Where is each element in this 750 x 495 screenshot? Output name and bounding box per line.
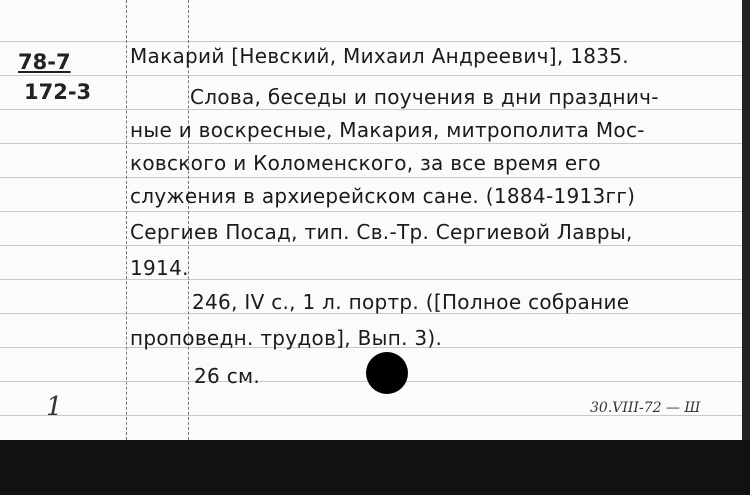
title-line: ковского и Коломенского, за все время его bbox=[130, 151, 601, 175]
card-edge-shadow bbox=[742, 0, 750, 440]
physical-description: 246, IV с., 1 л. портр. ([Полное собрание bbox=[192, 290, 630, 314]
imprint-line: Сергиев Посад, тип. Св.-Тр. Сергиевой Лавры, bbox=[130, 220, 633, 244]
call-number-top: 78-7 bbox=[18, 50, 71, 74]
title-line: ные и воскресные, Макария, митрополита Мос- bbox=[130, 118, 645, 142]
ruled-line bbox=[0, 177, 750, 178]
series-line: проповедн. трудов], Вып. 3). bbox=[130, 326, 443, 350]
call-number-bottom: 172-3 bbox=[24, 80, 92, 104]
accession-note: 30.VIII-72 — Ш bbox=[590, 400, 701, 416]
title-line: служения в архиерейском сане. (1884-1913гг) bbox=[130, 184, 636, 208]
ruled-line bbox=[0, 211, 750, 212]
ruled-line bbox=[0, 245, 750, 246]
scanner-background bbox=[0, 440, 750, 495]
ruled-line bbox=[0, 75, 750, 76]
author-heading: Макарий [Невский, Михаил Андреевич], 1835. bbox=[130, 44, 629, 68]
ruled-line bbox=[0, 41, 750, 42]
ruled-line bbox=[0, 109, 750, 110]
ruled-line bbox=[0, 279, 750, 280]
size-line: 26 см. bbox=[194, 364, 261, 388]
title-line: Слова, беседы и поучения в дни празднич- bbox=[190, 85, 659, 109]
punch-hole bbox=[366, 352, 408, 394]
ruled-line bbox=[0, 143, 750, 144]
imprint-year: 1914. bbox=[130, 256, 189, 280]
bottom-left-mark: 1 bbox=[46, 392, 63, 422]
margin-line-left bbox=[126, 0, 127, 440]
